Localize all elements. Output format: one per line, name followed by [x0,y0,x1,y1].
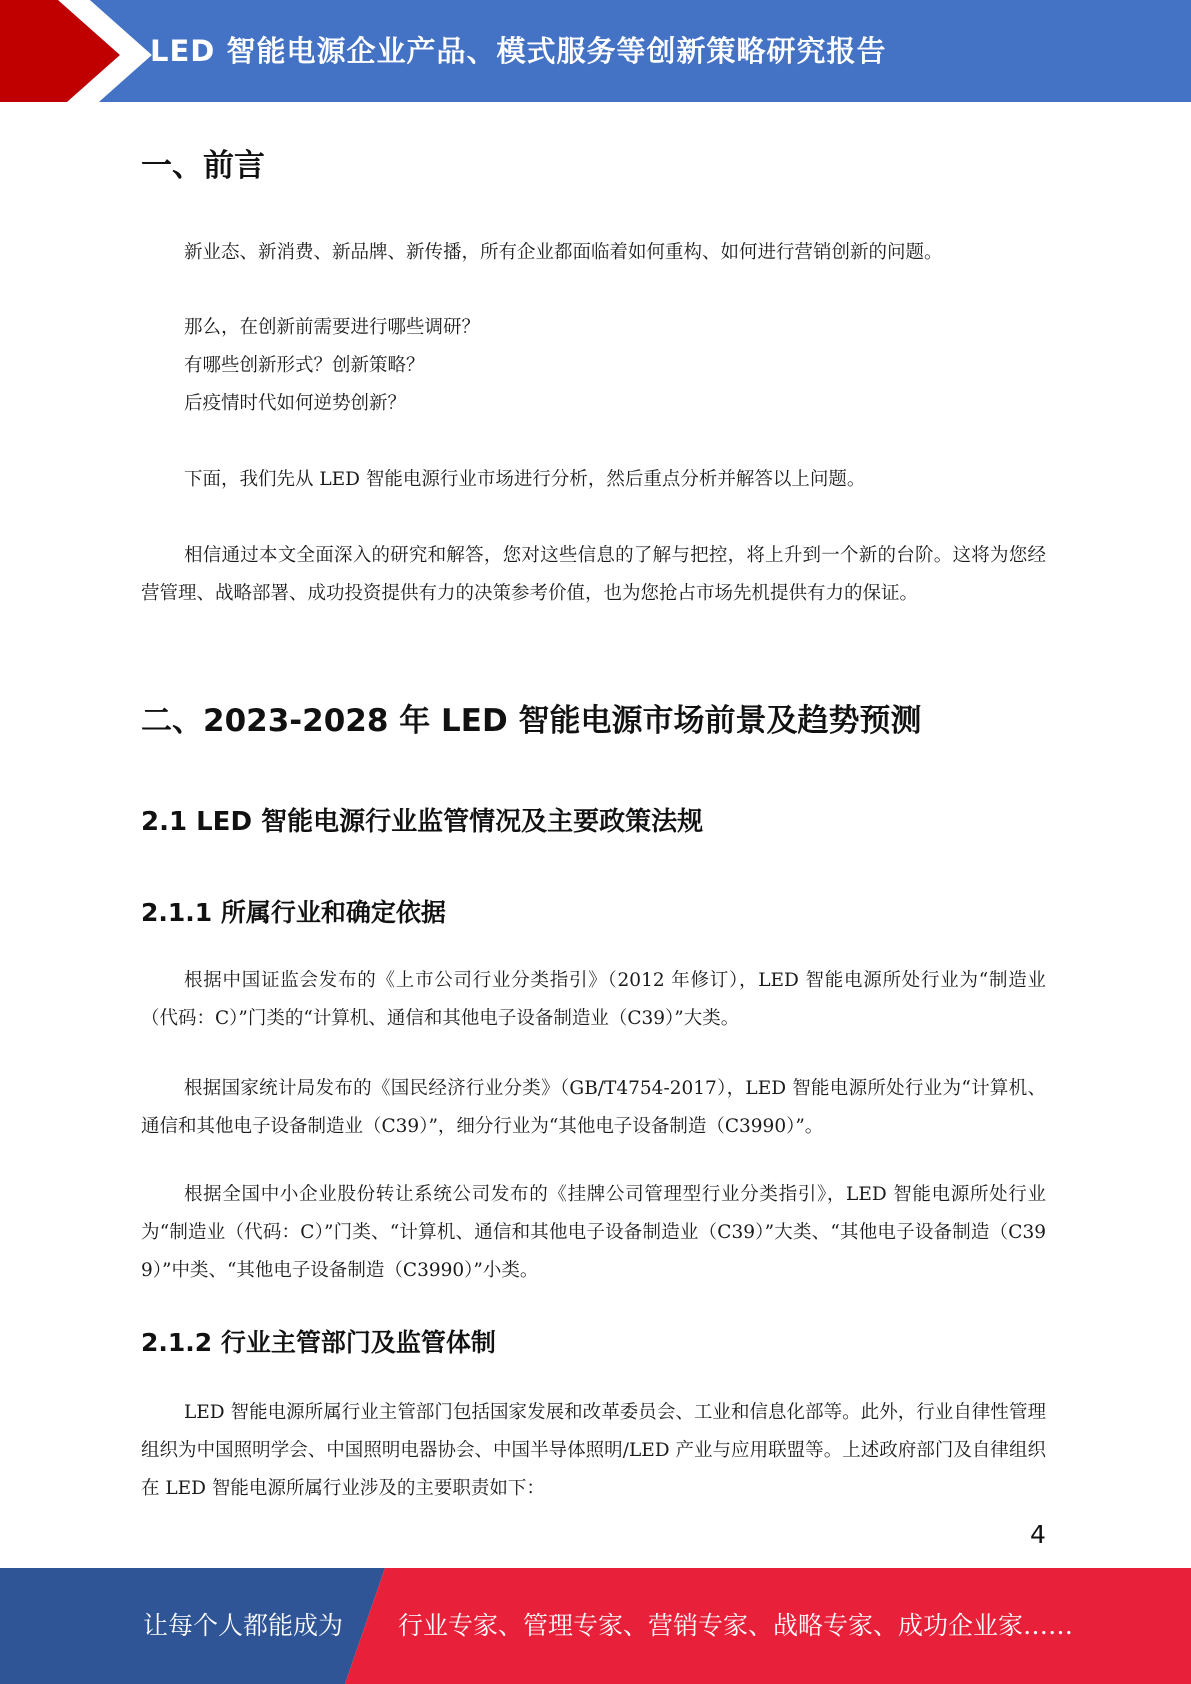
industry-paragraph-1: 根据中国证监会发布的《上市公司行业分类指引》（2012 年修订），LED 智能电源所处行业为“制造业（代码：C）”门类的“计算机、通信和其他电子设备制造业（C39）”大类。 [141,970,1046,1029]
subsection-heading-2-1: 2.1 LED 智能电源行业监管情况及主要政策法规 [141,807,704,837]
page-footer [0,1568,1191,1684]
section-heading-preface: 一、前言 [141,148,265,184]
preface-paragraph-3: 相信通过本文全面深入的研究和解答，您对这些信息的了解与把控，将上升到一个新的台阶。这将为您经营管理、战略部署、成功投资提供有力的决策参考价值，也为您抢占市场先机提供有力的保证。 [141,545,1046,604]
page-number: 4 [1030,1520,1046,1549]
section-heading-forecast: 二、2023-2028 年 LED 智能电源市场前景及趋势预测 [141,703,922,739]
preface-question-2: 有哪些创新形式？创新策略？ [184,355,425,376]
preface-paragraph-1: 新业态、新消费、新品牌、新传播，所有企业都面临着如何重构、如何进行营销创新的问题。 [184,242,943,263]
regulator-paragraph: LED 智能电源所属行业主管部门包括国家发展和改革委员会、工业和信息化部等。此外，行业自律性管理组织为中国照明学会、中国照明电器协会、中国半导体照明/LED 产业与应用联盟等。上述政府部门及自律组织在 LED 智能电源所属行业涉及的主要职责如下： [141,1402,1046,1499]
industry-paragraph-3: 根据全国中小企业股份转让系统公司发布的《挂牌公司管理型行业分类指引》，LED 智能电源所处行业为“制造业（代码：C）”门类、“计算机、通信和其他电子设备制造业（C39）”大类、“其他电子设备制造（C399）”中类、“其他电子设备制造（C3990）”小类。 [141,1184,1046,1281]
industry-paragraph-2: 根据国家统计局发布的《国民经济行业分类》（GB/T4754-2017），LED 智能电源所处行业为“计算机、通信和其他电子设备制造业（C39）”，细分行业为“其他电子设备制造（C3990）”。 [141,1078,1046,1137]
preface-paragraph-2: 下面，我们先从 LED 智能电源行业市场进行分析，然后重点分析并解答以上问题。 [184,469,866,490]
subsection-heading-2-1-1: 2.1.1 所属行业和确定依据 [141,898,446,927]
footer-slogan-right: 行业专家、管理专家、营销专家、战略专家、成功企业家…… [398,1611,1074,1640]
preface-question-1: 那么，在创新前需要进行哪些调研？ [184,317,481,338]
report-title: LED 智能电源企业产品、模式服务等创新策略研究报告 [150,34,887,68]
subsection-heading-2-1-2: 2.1.2 行业主管部门及监管体制 [141,1328,496,1357]
footer-slogan-left: 让每个人都能成为 [143,1611,344,1640]
preface-question-3: 后疫情时代如何逆势创新？ [184,393,407,414]
page-header [0,0,1191,110]
